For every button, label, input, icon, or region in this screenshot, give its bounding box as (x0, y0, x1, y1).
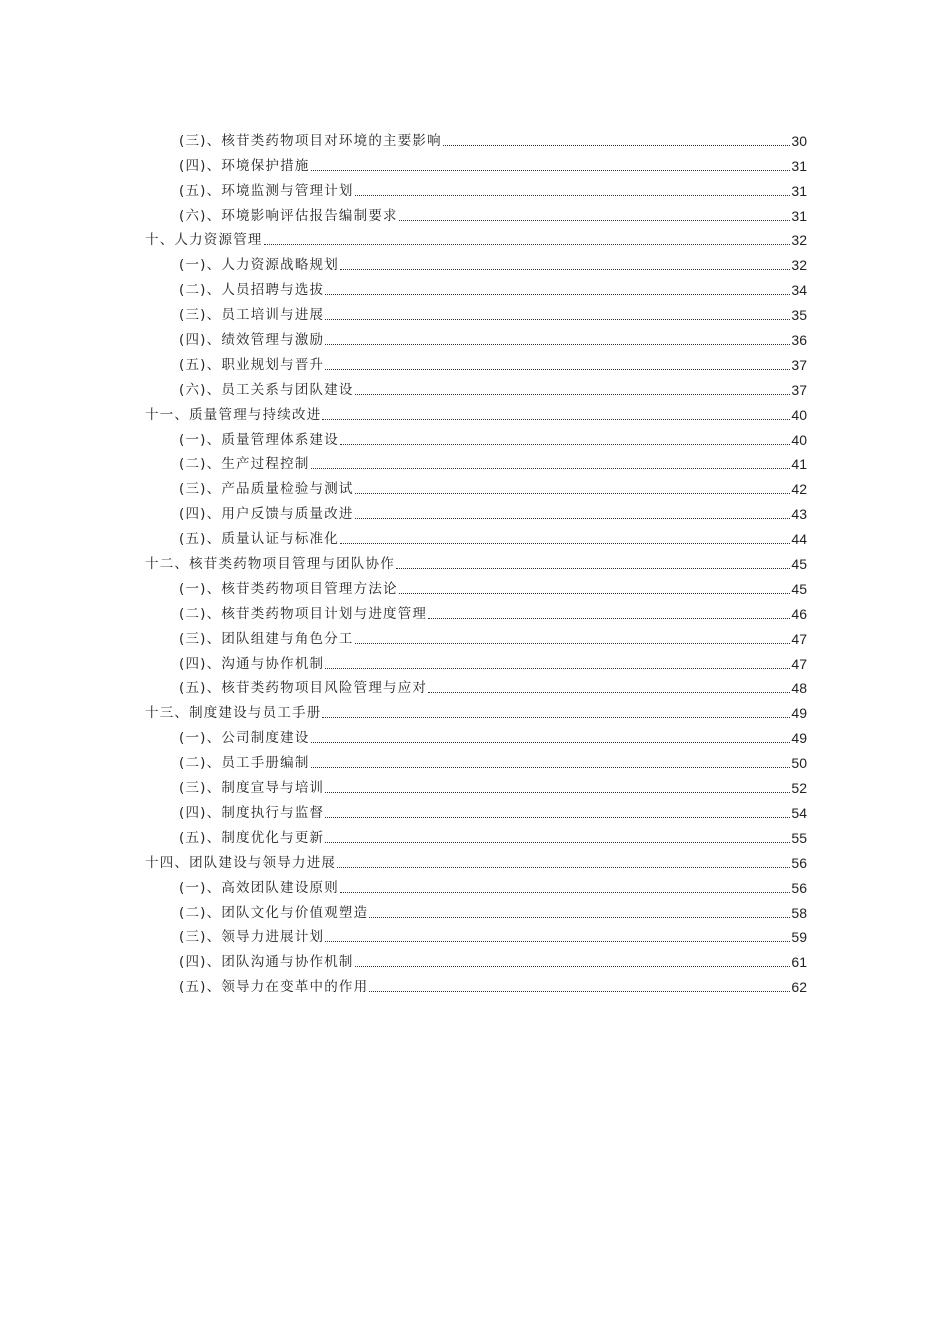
toc-entry-title: (五)、环境监测与管理计划 (179, 182, 354, 199)
toc-entry-title: (四)、用户反馈与质量改进 (179, 506, 354, 523)
toc-section-entry[interactable] (145, 648, 807, 673)
toc-page-number: 56 (791, 854, 807, 871)
toc-page-number: 50 (791, 755, 807, 772)
toc-entry-title: (四)、沟通与协作机制 (179, 655, 325, 672)
toc-dot-leader (311, 767, 791, 768)
toc-page-number: 32 (791, 232, 807, 249)
toc-page-number: 31 (791, 182, 807, 199)
toc-entry-title: 十、人力资源管理 (145, 232, 263, 249)
toc-page-number: 61 (791, 954, 807, 971)
toc-section-entry[interactable] (145, 473, 807, 498)
toc-section-entry[interactable] (145, 299, 807, 324)
toc-section-entry[interactable] (145, 374, 807, 399)
toc-page-number: 47 (791, 655, 807, 672)
toc-dot-leader (399, 220, 791, 221)
toc-chapter-entry[interactable] (145, 399, 807, 424)
toc-entry-title: (三)、团队组建与角色分工 (179, 630, 354, 647)
toc-section-entry[interactable] (145, 150, 807, 175)
toc-page-number: 54 (791, 804, 807, 821)
toc-section-entry[interactable] (145, 722, 807, 747)
toc-page-number: 52 (791, 780, 807, 797)
toc-dot-leader (322, 419, 790, 420)
toc-chapter-entry[interactable] (145, 847, 807, 872)
toc-section-entry[interactable] (145, 772, 807, 797)
toc-entry-title: (三)、领导力进展计划 (179, 929, 325, 946)
toc-entry-title: (二)、员工手册编制 (179, 755, 310, 772)
toc-section-entry[interactable] (145, 623, 807, 648)
toc-section-entry[interactable] (145, 249, 807, 274)
toc-dot-leader (355, 966, 791, 967)
toc-page-number: 46 (791, 605, 807, 622)
toc-section-entry[interactable] (145, 946, 807, 971)
toc-entry-title: (三)、员工培训与进展 (179, 307, 325, 324)
toc-dot-leader (325, 369, 790, 370)
toc-entry-title: (一)、高效团队建设原则 (179, 879, 339, 896)
toc-section-entry[interactable] (145, 498, 807, 523)
toc-section-entry[interactable] (145, 747, 807, 772)
toc-dot-leader (264, 244, 791, 245)
toc-page-number: 43 (791, 506, 807, 523)
toc-chapter-entry[interactable] (145, 697, 807, 722)
toc-page-number: 37 (791, 356, 807, 373)
toc-dot-leader (355, 493, 791, 494)
toc-dot-leader (340, 444, 790, 445)
toc-page-number: 40 (791, 406, 807, 423)
toc-dot-leader (399, 593, 791, 594)
toc-dot-leader (325, 792, 790, 793)
toc-page-number: 31 (791, 157, 807, 174)
toc-dot-leader (337, 867, 790, 868)
toc-section-entry[interactable] (145, 573, 807, 598)
toc-section-entry[interactable] (145, 598, 807, 623)
toc-entry-title: (四)、团队沟通与协作机制 (179, 954, 354, 971)
toc-entry-title: 十一、质量管理与持续改进 (145, 406, 322, 423)
toc-section-entry[interactable] (145, 673, 807, 698)
toc-page-number: 34 (791, 282, 807, 299)
toc-entry-title: (六)、员工关系与团队建设 (179, 381, 354, 398)
toc-dot-leader (325, 842, 790, 843)
toc-page-number: 48 (791, 680, 807, 697)
toc-dot-leader (428, 618, 790, 619)
toc-page-number: 45 (791, 580, 807, 597)
toc-entry-title: 十三、制度建设与员工手册 (145, 705, 322, 722)
toc-dot-leader (396, 568, 791, 569)
toc-dot-leader (311, 170, 791, 171)
toc-page-number: 59 (791, 929, 807, 946)
toc-dot-leader (428, 692, 790, 693)
toc-section-entry[interactable] (145, 424, 807, 449)
toc-entry-title: (四)、环境保护措施 (179, 157, 310, 174)
toc-entry-title: (四)、制度执行与监督 (179, 804, 325, 821)
toc-page-number: 42 (791, 481, 807, 498)
toc-entry-title: (五)、核苷类药物项目风险管理与应对 (179, 680, 428, 697)
toc-section-entry[interactable] (145, 324, 807, 349)
toc-dot-leader (355, 195, 791, 196)
toc-entry-title: (六)、环境影响评估报告编制要求 (179, 207, 398, 224)
toc-dot-leader (311, 742, 791, 743)
toc-page-number: 36 (791, 332, 807, 349)
toc-page-number: 41 (791, 456, 807, 473)
toc-dot-leader (340, 543, 790, 544)
toc-page-number: 55 (791, 829, 807, 846)
toc-section-entry[interactable] (145, 449, 807, 474)
toc-entry-title: (二)、人员招聘与选拔 (179, 282, 325, 299)
toc-dot-leader (355, 643, 791, 644)
toc-section-entry[interactable] (145, 971, 807, 996)
toc-section-entry[interactable] (145, 125, 807, 150)
toc-section-entry[interactable] (145, 200, 807, 225)
toc-dot-leader (325, 294, 790, 295)
table-of-contents (145, 125, 807, 996)
toc-page-number: 56 (791, 879, 807, 896)
toc-entry-title: (一)、人力资源战略规划 (179, 257, 339, 274)
toc-section-entry[interactable] (145, 872, 807, 897)
toc-page-number: 31 (791, 207, 807, 224)
toc-dot-leader (369, 917, 790, 918)
toc-section-entry[interactable] (145, 822, 807, 847)
toc-page-number: 40 (791, 431, 807, 448)
toc-entry-title: (二)、生产过程控制 (179, 456, 310, 473)
toc-dot-leader (325, 319, 790, 320)
toc-entry-title: (三)、核苷类药物项目对环境的主要影响 (179, 132, 442, 149)
toc-page-number: 30 (791, 132, 807, 149)
toc-dot-leader (325, 344, 790, 345)
toc-dot-leader (325, 668, 790, 669)
toc-section-entry[interactable] (145, 175, 807, 200)
toc-entry-title: (五)、质量认证与标准化 (179, 531, 339, 548)
toc-page-number: 47 (791, 630, 807, 647)
toc-entry-title: (五)、制度优化与更新 (179, 829, 325, 846)
toc-section-entry[interactable] (145, 349, 807, 374)
toc-dot-leader (325, 817, 790, 818)
toc-entry-title: (五)、职业规划与晋升 (179, 356, 325, 373)
toc-entry-title: (一)、公司制度建设 (179, 730, 310, 747)
toc-dot-leader (355, 518, 791, 519)
toc-dot-leader (340, 892, 790, 893)
toc-page-number: 45 (791, 556, 807, 573)
toc-dot-leader (443, 145, 791, 146)
toc-entry-title: (三)、制度宣导与培训 (179, 780, 325, 797)
toc-section-entry[interactable] (145, 523, 807, 548)
toc-page-number: 44 (791, 531, 807, 548)
toc-entry-title: (三)、产品质量检验与测试 (179, 481, 354, 498)
toc-entry-title: (四)、绩效管理与激励 (179, 332, 325, 349)
toc-page-number: 58 (791, 904, 807, 921)
toc-chapter-entry[interactable] (145, 548, 807, 573)
toc-dot-leader (340, 269, 790, 270)
toc-dot-leader (369, 991, 790, 992)
toc-dot-leader (311, 468, 791, 469)
toc-entry-title: (一)、核苷类药物项目管理方法论 (179, 580, 398, 597)
toc-dot-leader (322, 717, 790, 718)
toc-entry-title: (二)、团队文化与价值观塑造 (179, 904, 369, 921)
toc-page-number: 49 (791, 730, 807, 747)
toc-entry-title: 十二、核苷类药物项目管理与团队协作 (145, 556, 395, 573)
toc-page-number: 49 (791, 705, 807, 722)
toc-page-number: 32 (791, 257, 807, 274)
toc-dot-leader (325, 941, 790, 942)
toc-page-number: 37 (791, 381, 807, 398)
toc-section-entry[interactable] (145, 797, 807, 822)
toc-entry-title: (一)、质量管理体系建设 (179, 431, 339, 448)
toc-section-entry[interactable] (145, 922, 807, 947)
toc-entry-title: 十四、团队建设与领导力进展 (145, 854, 337, 871)
toc-entry-title: (五)、领导力在变革中的作用 (179, 979, 369, 996)
toc-page-number: 62 (791, 979, 807, 996)
toc-section-entry[interactable] (145, 897, 807, 922)
toc-chapter-entry[interactable] (145, 225, 807, 250)
toc-entry-title: (二)、核苷类药物项目计划与进度管理 (179, 605, 428, 622)
toc-page-number: 35 (791, 307, 807, 324)
toc-section-entry[interactable] (145, 274, 807, 299)
toc-dot-leader (355, 394, 791, 395)
